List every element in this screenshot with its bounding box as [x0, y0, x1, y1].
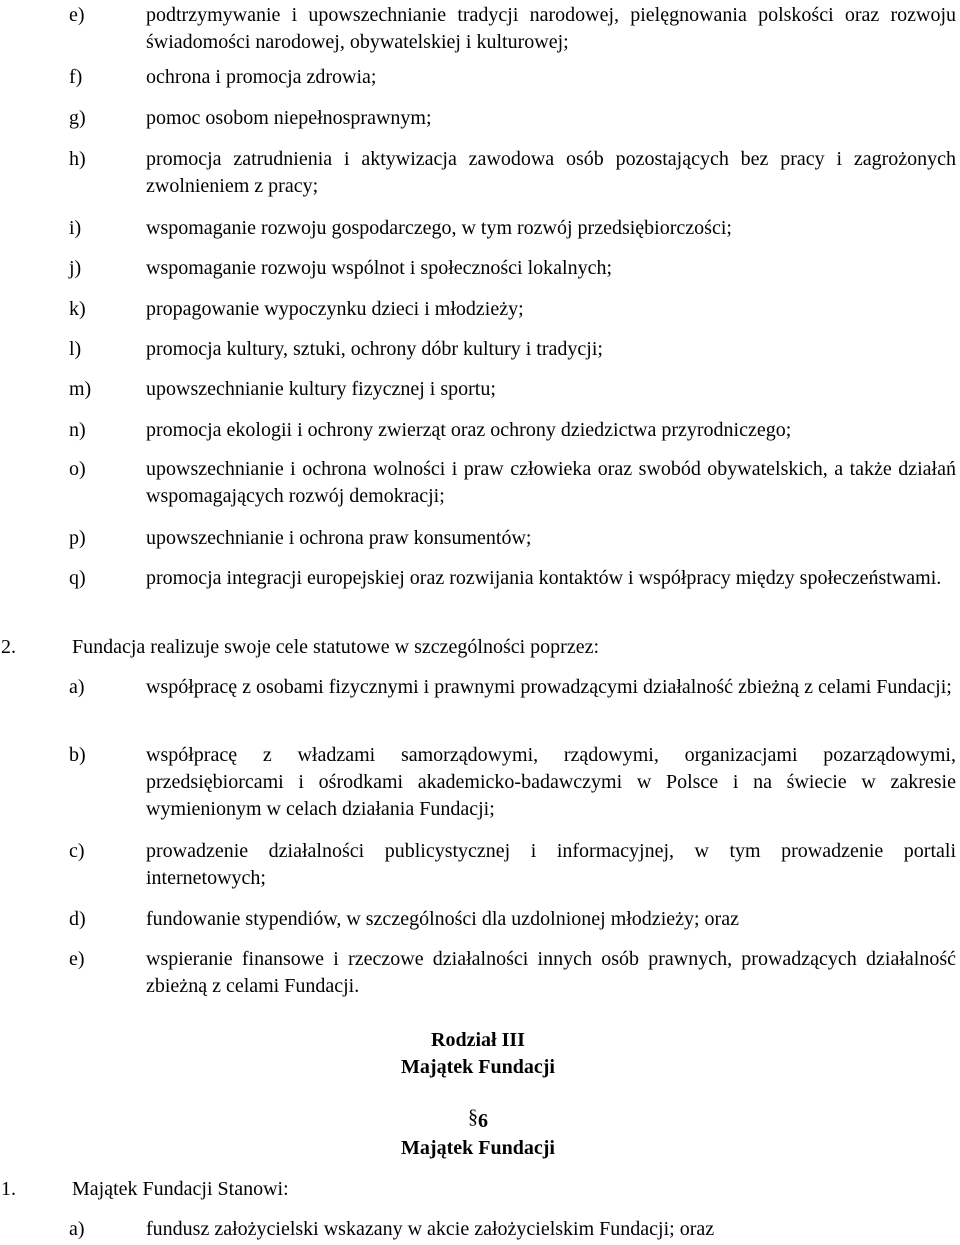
- list-text: promocja ekologii i ochrony zwierząt oraz ochrony dziedzictwa przyrodniczego;: [146, 419, 792, 441]
- list-item-a: [0, 674, 956, 728]
- list-item-g: [0, 105, 956, 132]
- list-letter: o): [69, 458, 86, 480]
- list-text: podtrzymywanie i upowszechnianie tradycji narodowej, pielęgnowania polskości oraz rozwoju świadomości narodowej, obywatelskiej i kulturowej;: [146, 4, 956, 53]
- list-letter: l): [69, 338, 82, 360]
- list-letter: h): [69, 148, 86, 170]
- point-1: [0, 1176, 960, 1203]
- point-text: Majątek Fundacji Stanowi:: [72, 1178, 289, 1200]
- list-letter: a): [69, 1218, 85, 1240]
- list-letter: q): [69, 567, 86, 589]
- list-item-e: [0, 2, 956, 56]
- chapter-heading: [0, 1027, 956, 1081]
- list-text: upowszechnianie i ochrona wolności i praw człowieka oraz swobód obywatelskich, a także działań wspomagających rozwój demokracji;: [146, 458, 956, 507]
- list-letter: p): [69, 527, 86, 549]
- list-item-h: [0, 146, 956, 200]
- list-letter: c): [69, 840, 85, 862]
- list-text: fundowanie stypendiów, w szczególności dla uzdolnionej młodzieży; oraz: [146, 908, 739, 930]
- point-2: [0, 634, 960, 661]
- list-item-o: [0, 456, 956, 510]
- list-text: upowszechnianie kultury fizycznej i sportu;: [146, 378, 496, 400]
- list-letter: m): [69, 378, 92, 400]
- list-text: upowszechnianie i ochrona praw konsumentów;: [146, 527, 532, 549]
- list-item-i: [0, 215, 956, 242]
- list-item-j: [0, 255, 956, 282]
- list-letter: a): [69, 676, 85, 698]
- list-text: prowadzenie działalności publicystycznej i informacyjnej, w tym prowadzenie portali internetowych;: [146, 840, 956, 889]
- list-text: wspomaganie rozwoju wspólnot i społeczności lokalnych;: [146, 257, 613, 279]
- list-text: promocja integracji europejskiej oraz rozwijania kontaktów i współpracy między społeczeństwami.: [146, 567, 942, 589]
- list-text: fundusz założycielski wskazany w akcie założycielskim Fundacji; oraz: [146, 1218, 715, 1240]
- list-letter: f): [69, 66, 83, 88]
- list-item-e2: [0, 946, 956, 1000]
- point-text: Fundacja realizuje swoje cele statutowe w szczególności poprzez:: [72, 636, 600, 658]
- list-item-n: [0, 417, 956, 444]
- list-letter: d): [69, 908, 86, 930]
- chapter-title: Majątek Fundacji: [401, 1056, 555, 1078]
- list-text: współpracę z władzami samorządowymi, rządowymi, organizacjami pozarządowymi, przedsiębiorcami i ośrodkami akademicko-badawczymi w Polsce i na świecie w zakresie wymienionym w celach działania Fundacji;: [146, 744, 956, 820]
- list-text: propagowanie wypoczynku dzieci i młodzieży;: [146, 298, 524, 320]
- list-text: promocja kultury, sztuki, ochrony dóbr kultury i tradycji;: [146, 338, 603, 360]
- list-letter: b): [69, 744, 86, 766]
- list-item-p: [0, 525, 956, 552]
- point-number: 2.: [1, 636, 16, 658]
- list-item-m: [0, 376, 956, 403]
- list-letter: j): [69, 257, 82, 279]
- list-text: promocja zatrudnienia i aktywizacja zawodowa osób pozostających bez pracy i zagrożonych zwolnieniem z pracy;: [146, 148, 956, 197]
- list-letter: e): [69, 948, 85, 970]
- list-item-d: [0, 906, 956, 933]
- list-text: pomoc osobom niepełnosprawnym;: [146, 107, 432, 129]
- list-text: wspieranie finansowe i rzeczowe działalności innych osób prawnych, prowadzących działalność zbieżną z celami Fundacji.: [146, 948, 956, 997]
- list-letter: k): [69, 298, 86, 320]
- list-item-q: [0, 565, 956, 619]
- list-text: wspomaganie rozwoju gospodarczego, w tym rozwój przedsiębiorczości;: [146, 217, 732, 239]
- list-letter: i): [69, 217, 82, 239]
- list-item-f: [0, 64, 956, 91]
- chapter-number: Rodział III: [431, 1029, 525, 1051]
- section-heading: [0, 1108, 956, 1162]
- list-item-b: [0, 742, 956, 823]
- section-sign-icon: §: [468, 1106, 478, 1128]
- list-item-k: [0, 296, 956, 323]
- point-number: 1.: [1, 1178, 16, 1200]
- section-number: §6: [468, 1106, 488, 1132]
- list-text: ochrona i promocja zdrowia;: [146, 66, 377, 88]
- list-text: współpracę z osobami fizycznymi i prawnymi prowadzącymi działalność zbieżną z celami Fundacji;: [146, 676, 952, 698]
- list-letter: e): [69, 4, 85, 26]
- list-item-a2: [0, 1216, 956, 1243]
- list-letter: g): [69, 107, 86, 129]
- list-letter: n): [69, 419, 86, 441]
- list-item-c: [0, 838, 956, 892]
- list-item-l: [0, 336, 956, 363]
- section-title: Majątek Fundacji: [401, 1137, 555, 1159]
